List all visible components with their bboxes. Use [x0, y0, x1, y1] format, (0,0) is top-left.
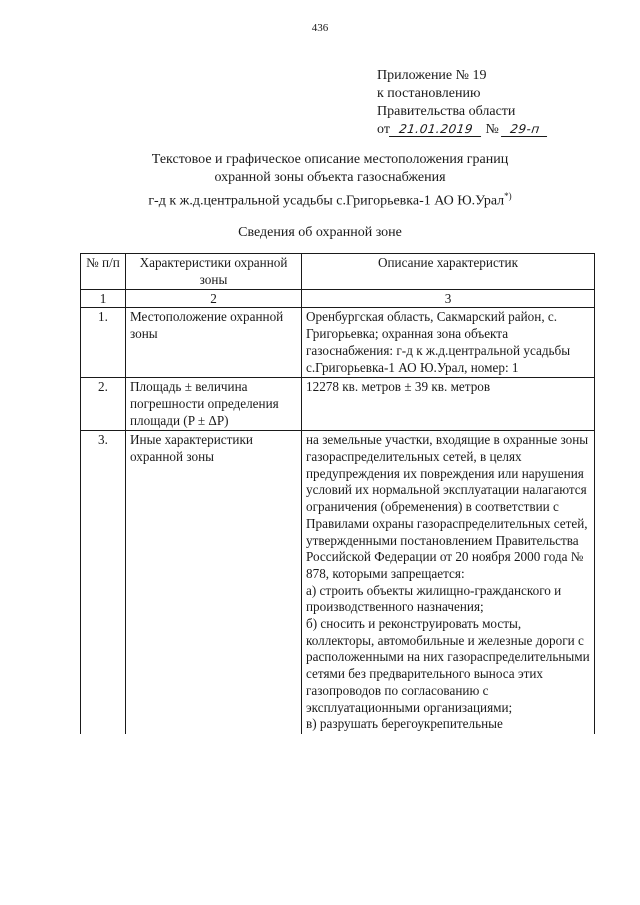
row-characteristic: Местоположение охранной зоны: [126, 308, 302, 378]
appendix-block: [377, 67, 548, 139]
header-num: № п/п: [81, 254, 126, 290]
header-characteristic: Характеристики охранной зоны: [126, 254, 302, 290]
handwritten-date: 21.01.2019: [389, 122, 483, 137]
index-cell-3: 3: [302, 290, 595, 308]
row-description: Оренбургская область, Сакмарский район, с. Григорьевка; охранная зона объекта газоснабжения: г-д к ж.д.центральной усадьбы с.Григорьевка-1 АО Ю.Урал, номер: 1: [302, 308, 595, 378]
description-paragraph: на земельные участки, входящие в охранные зоны газораспределительных сетей, в целях предупреждения их повреждения или нарушения условий их нормальной эксплуатации налагаются ограничения (обременения) в соответствии с Правилами охраны газораспределительных сетей, утвержденными постановлением Правительства Российской Федерации от 20 ноября 2000 года № 878, которыми запрещается:: [306, 432, 589, 581]
document-title: [60, 151, 600, 211]
index-cell-2: 2: [126, 290, 302, 308]
row-number: 2.: [81, 378, 126, 431]
title-line-3: г-д к ж.д.центральной усадьбы с.Григорьевка-1 АО Ю.Урал: [148, 193, 505, 209]
table-row: [81, 431, 595, 734]
index-cell-1: 1: [81, 290, 126, 308]
title-line-2: охранной зоны объекта газоснабжения: [214, 170, 446, 185]
appendix-line-2: к постановлению: [377, 86, 481, 101]
zone-info-table: [80, 253, 595, 734]
table-row: [81, 308, 595, 378]
number-sign: №: [485, 122, 499, 137]
table-header-row: [81, 254, 595, 290]
section-title: Сведения об охранной зоне: [238, 225, 402, 240]
table-row: [81, 378, 595, 431]
appendix-date-line: [377, 121, 548, 139]
row-characteristic: Иные характеристики охранной зоны: [126, 431, 302, 734]
header-description: Описание характеристик: [302, 254, 595, 290]
title-line-1: Текстовое и графическое описание местоположения границ: [151, 152, 509, 167]
row-number: 3.: [81, 431, 126, 734]
appendix-line-3: Правительства области: [377, 104, 516, 119]
row-number: 1.: [81, 308, 126, 378]
from-prefix: от: [377, 122, 390, 137]
row-description: 12278 кв. метров ± 39 кв. метров: [302, 378, 595, 431]
description-paragraph: в) разрушать берегоукрепительные: [306, 716, 503, 732]
title-line-3-wrap: [60, 187, 600, 211]
description-paragraph: б) сносить и реконструировать мосты, коллекторы, автомобильные и железные дороги с расположенными на них газораспределительными сетями без предварительного выноса этих газопроводов по согласованию с эксплуатационными организациями;: [306, 616, 590, 715]
table-index-row: [81, 290, 595, 308]
page-number: 436: [311, 22, 329, 34]
handwritten-number: 29-п: [501, 122, 549, 137]
row-description: [302, 431, 595, 734]
footnote-mark: *): [504, 191, 512, 201]
description-paragraph: а) строить объекты жилищно-гражданского и производственного назначения;: [306, 582, 562, 615]
appendix-line-1: Приложение № 19: [377, 68, 487, 83]
row-characteristic: Площадь ± величина погрешности определения площади (P ± ΔP): [126, 378, 302, 431]
